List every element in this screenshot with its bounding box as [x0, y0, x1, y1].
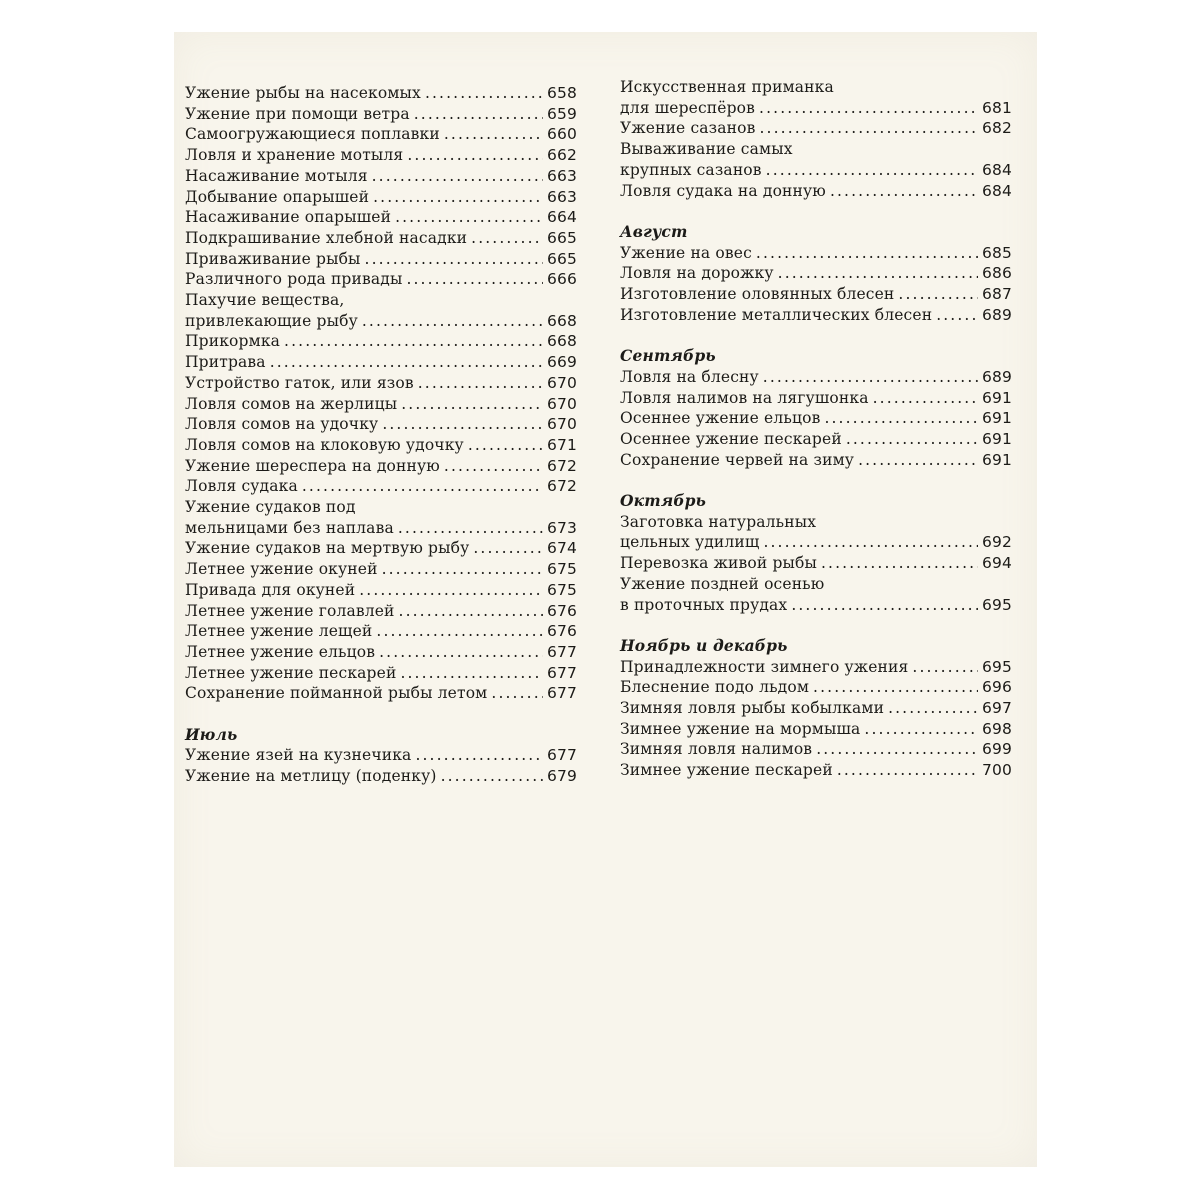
dot-leader: [399, 601, 543, 622]
dot-leader: [284, 331, 543, 352]
toc-page: 660: [546, 125, 577, 144]
toc-page: 687: [981, 285, 1012, 304]
toc-entry: [185, 331, 577, 352]
toc-title: Насаживание опарышей: [185, 208, 392, 227]
toc-page: 663: [546, 187, 577, 206]
toc-page: 659: [546, 104, 577, 123]
toc-entry: [620, 408, 1012, 429]
section-heading-nov-dec: Ноябрь и декабрь: [620, 635, 788, 655]
toc-title: Зимняя ловля рыбы кобылками: [620, 699, 885, 718]
dot-leader: [864, 719, 978, 740]
toc-entry: [185, 538, 577, 559]
toc-title: Ловля судака: [185, 477, 298, 496]
toc-page: 668: [546, 311, 577, 330]
toc-page: 691: [981, 388, 1012, 407]
toc-page: 696: [981, 678, 1012, 697]
toc-page: 674: [546, 539, 577, 558]
toc-page: 700: [981, 761, 1012, 780]
toc-title: Ловля сомов на жерлицы: [185, 394, 398, 413]
toc-title: Принадлежности зимнего ужения: [620, 657, 909, 676]
dot-leader: [365, 249, 543, 270]
toc-title: Сохранение пойманной рыбы летом: [185, 684, 488, 703]
dot-leader: [270, 352, 543, 373]
toc-entry: [185, 476, 577, 497]
toc-title: Осеннее ужение ельцов: [620, 409, 821, 428]
toc-entry: [620, 77, 1012, 118]
dot-leader: [760, 118, 978, 139]
dot-leader: [302, 476, 543, 497]
toc-page: 658: [546, 84, 577, 102]
toc-entry: [620, 450, 1012, 471]
toc-page: 665: [546, 249, 577, 268]
toc-entry: [185, 145, 577, 166]
toc-entry: [185, 373, 577, 394]
toc-entry: [185, 83, 577, 104]
dot-leader: [898, 284, 978, 305]
toc-entry: [620, 305, 1012, 326]
dot-leader: [441, 766, 543, 787]
toc-title: мельницами без наплава: [185, 518, 394, 537]
toc-title: Ловля сомов на удочку: [185, 415, 379, 434]
toc-title: Самоогружающиеся поплавки: [185, 125, 440, 144]
toc-page: 677: [546, 746, 577, 765]
toc-entry: [620, 284, 1012, 305]
dot-leader: [373, 187, 543, 208]
toc-page: 663: [546, 166, 577, 185]
toc-page: 682: [981, 119, 1012, 138]
toc-page: 670: [546, 394, 577, 413]
dot-leader: [382, 414, 543, 435]
toc-page: 676: [546, 622, 577, 641]
dot-leader: [418, 373, 543, 394]
toc-entry: [620, 760, 1012, 781]
toc-title: Ужение на метлицу (поденку): [185, 767, 437, 786]
toc-entry: [185, 207, 577, 228]
toc-page: 684: [981, 181, 1012, 200]
toc-title: Ужение судаков на мертвую рыбу: [185, 539, 470, 558]
dot-leader: [778, 263, 978, 284]
toc-title: Ловля судака на донную: [620, 181, 826, 200]
toc-entry: [185, 663, 577, 684]
dot-leader: [473, 538, 543, 559]
dot-leader: [837, 760, 978, 781]
toc-title: Зимнее ужение на мормыша: [620, 719, 861, 738]
toc-title-line1: Ужение судаков под: [185, 498, 356, 517]
dot-leader: [400, 663, 543, 684]
dot-leader: [362, 311, 543, 332]
toc-title: Зимнее ужение пескарей: [620, 761, 833, 780]
toc-title: Летнее ужение голавлей: [185, 601, 395, 620]
toc-title: Насаживание мотыля: [185, 166, 368, 185]
dot-leader: [414, 104, 543, 125]
toc-entry: [620, 118, 1012, 139]
dot-leader: [444, 456, 543, 477]
section-heading-september: Сентябрь: [620, 346, 716, 366]
toc-page: 671: [546, 435, 577, 454]
toc-entry: [185, 559, 577, 580]
toc-title-line1: Заготовка натуральных: [620, 512, 817, 531]
toc-column-left: [185, 83, 577, 787]
toc-page: 689: [981, 305, 1012, 324]
toc-entry: [185, 601, 577, 622]
dot-leader: [888, 698, 978, 719]
dot-leader: [858, 450, 978, 471]
toc-page: 677: [546, 642, 577, 661]
toc-title: Прикормка: [185, 332, 281, 351]
toc-page: 675: [546, 580, 577, 599]
dot-leader: [471, 228, 543, 249]
toc-entry: [185, 124, 577, 145]
dot-leader: [813, 677, 978, 698]
toc-page: 664: [546, 208, 577, 227]
toc-title: Приваживание рыбы: [185, 249, 361, 268]
toc-entry: [620, 139, 1012, 180]
toc-page: 692: [981, 533, 1012, 552]
toc-page: 677: [546, 663, 577, 682]
toc-entry: [620, 574, 1012, 615]
toc-entry: [185, 766, 577, 787]
toc-entry: [185, 352, 577, 373]
toc-entry: [185, 249, 577, 270]
toc-page: 691: [981, 409, 1012, 428]
toc-page: 668: [546, 332, 577, 351]
toc-page: 669: [546, 353, 577, 372]
toc-title: для шереспёров: [620, 98, 756, 117]
toc-entry: [185, 621, 577, 642]
toc-title: Ужение сазанов: [620, 119, 756, 138]
toc-page: 666: [546, 270, 577, 289]
toc-title-line1: Пахучие вещества,: [185, 291, 345, 310]
toc-title: Ловля на блесну: [620, 367, 759, 386]
toc-title: Привада для окуней: [185, 580, 356, 599]
toc-entry: [185, 187, 577, 208]
toc-entry: [620, 698, 1012, 719]
toc-title: Летнее ужение окуней: [185, 560, 378, 579]
toc-page: 670: [546, 373, 577, 392]
toc-column-right: [620, 77, 1012, 781]
toc-entry: [620, 181, 1012, 202]
dot-leader: [824, 408, 978, 429]
toc-entry: [185, 683, 577, 704]
toc-title: Ужение при помощи ветра: [185, 104, 410, 123]
toc-page: 698: [981, 719, 1012, 738]
toc-entry: [620, 512, 1012, 553]
toc-entry: [620, 553, 1012, 574]
dot-leader: [756, 243, 978, 264]
dot-leader: [830, 181, 978, 202]
dot-leader: [821, 553, 978, 574]
dot-leader: [491, 683, 543, 704]
toc-entry: [185, 456, 577, 477]
toc-page: 675: [546, 560, 577, 579]
dot-leader: [468, 435, 543, 456]
toc-page: 695: [981, 595, 1012, 614]
toc-entry: [620, 719, 1012, 740]
toc-title: Ловля налимов на лягушонка: [620, 388, 869, 407]
dot-leader: [759, 98, 978, 119]
toc-page: 691: [981, 429, 1012, 448]
toc-entry: [185, 394, 577, 415]
toc-page: 686: [981, 264, 1012, 283]
toc-title: Ужение язей на кузнечика: [185, 746, 412, 765]
toc-title: Ужение рыбы на насекомых: [185, 84, 421, 102]
toc-page: 677: [546, 684, 577, 703]
toc-page: 695: [981, 657, 1012, 676]
toc-entry: [185, 642, 577, 663]
toc-entry: [185, 580, 577, 601]
toc-title: Ужение на овес: [620, 243, 752, 262]
toc-title: Сохранение червей на зиму: [620, 450, 855, 469]
section-heading-july: Июль: [185, 724, 238, 744]
dot-leader: [791, 595, 978, 616]
toc-title: Добывание опарышей: [185, 187, 370, 206]
dot-leader: [407, 145, 543, 166]
toc-title: Ловля на дорожку: [620, 264, 774, 283]
toc-title: Летнее ужение пескарей: [185, 663, 397, 682]
toc-page: 699: [981, 740, 1012, 759]
toc-entry: [620, 739, 1012, 760]
toc-page: 684: [981, 160, 1012, 179]
dot-leader: [359, 580, 543, 601]
toc-entry: [620, 367, 1012, 388]
toc-entry: [620, 429, 1012, 450]
toc-page: 679: [546, 767, 577, 786]
toc-page: 689: [981, 367, 1012, 386]
dot-leader: [406, 269, 543, 290]
toc-title: Перевозка живой рыбы: [620, 554, 817, 573]
toc-title: Притрава: [185, 353, 266, 372]
toc-entry: [620, 263, 1012, 284]
dot-leader: [444, 124, 543, 145]
section-heading-august: Август: [620, 221, 688, 241]
toc-title: Ловля сомов на клоковую удочку: [185, 435, 464, 454]
toc-entry: [185, 104, 577, 125]
dot-leader: [395, 207, 543, 228]
toc-page: 672: [546, 456, 577, 475]
toc-page: 685: [981, 243, 1012, 262]
toc-title: цельных удилищ: [620, 533, 760, 552]
dot-leader: [382, 559, 543, 580]
toc-title: Различного рода привады: [185, 270, 403, 289]
toc-title: привлекающие рыбу: [185, 311, 358, 330]
dot-leader: [816, 739, 978, 760]
dot-leader: [873, 388, 978, 409]
toc-entry: [620, 657, 1012, 678]
toc-entry: [620, 243, 1012, 264]
dot-leader: [372, 166, 543, 187]
toc-page: 676: [546, 601, 577, 620]
dot-leader: [766, 160, 978, 181]
toc-title-line1: Ужение поздней осенью: [620, 574, 825, 593]
toc-entry: [620, 677, 1012, 698]
toc-title: Изготовление металлических блесен: [620, 305, 933, 324]
toc-title: Зимняя ловля налимов: [620, 740, 813, 759]
toc-entry: [620, 388, 1012, 409]
toc-page: 665: [546, 228, 577, 247]
dot-leader: [936, 305, 978, 326]
toc-entry: [185, 228, 577, 249]
toc-page: 670: [546, 415, 577, 434]
toc-title: крупных сазанов: [620, 160, 762, 179]
toc-title: Блеснение подо льдом: [620, 678, 810, 697]
dot-leader: [401, 394, 543, 415]
toc-title: Осеннее ужение пескарей: [620, 429, 842, 448]
toc-page: 681: [981, 98, 1012, 117]
toc-page: 697: [981, 699, 1012, 718]
dot-leader: [912, 657, 978, 678]
toc-entry: [185, 435, 577, 456]
toc-page: 694: [981, 554, 1012, 573]
toc-title: Устройство гаток, или язов: [185, 373, 414, 392]
toc-entry: [185, 166, 577, 187]
toc-title: Подкрашивание хлебной насадки: [185, 228, 468, 247]
toc-page: 672: [546, 477, 577, 496]
dot-leader: [376, 621, 543, 642]
toc-title: Изготовление оловянных блесен: [620, 285, 895, 304]
dot-leader: [763, 367, 978, 388]
toc-entry: [185, 290, 577, 331]
dot-leader: [398, 518, 543, 539]
toc-entry: [185, 497, 577, 538]
section-heading-october: Октябрь: [620, 491, 707, 511]
toc-page: 691: [981, 450, 1012, 469]
toc-title-line1: Искусственная приманка: [620, 78, 834, 96]
toc-page: 673: [546, 518, 577, 537]
toc-title: Ловля и хранение мотыля: [185, 146, 404, 165]
toc-title: Ужение шереспера на донную: [185, 456, 440, 475]
dot-leader: [415, 745, 543, 766]
toc-entry: [185, 745, 577, 766]
toc-entry: [185, 414, 577, 435]
toc-title: в проточных прудах: [620, 595, 788, 614]
dot-leader: [425, 83, 543, 104]
dot-leader: [763, 532, 978, 553]
toc-page: 662: [546, 146, 577, 165]
dot-leader: [379, 642, 543, 663]
toc-entry: [185, 269, 577, 290]
toc-title: Летнее ужение ельцов: [185, 642, 376, 661]
toc-title-line1: Вываживание самых: [620, 140, 793, 159]
toc-title: Летнее ужение лещей: [185, 622, 373, 641]
dot-leader: [846, 429, 978, 450]
